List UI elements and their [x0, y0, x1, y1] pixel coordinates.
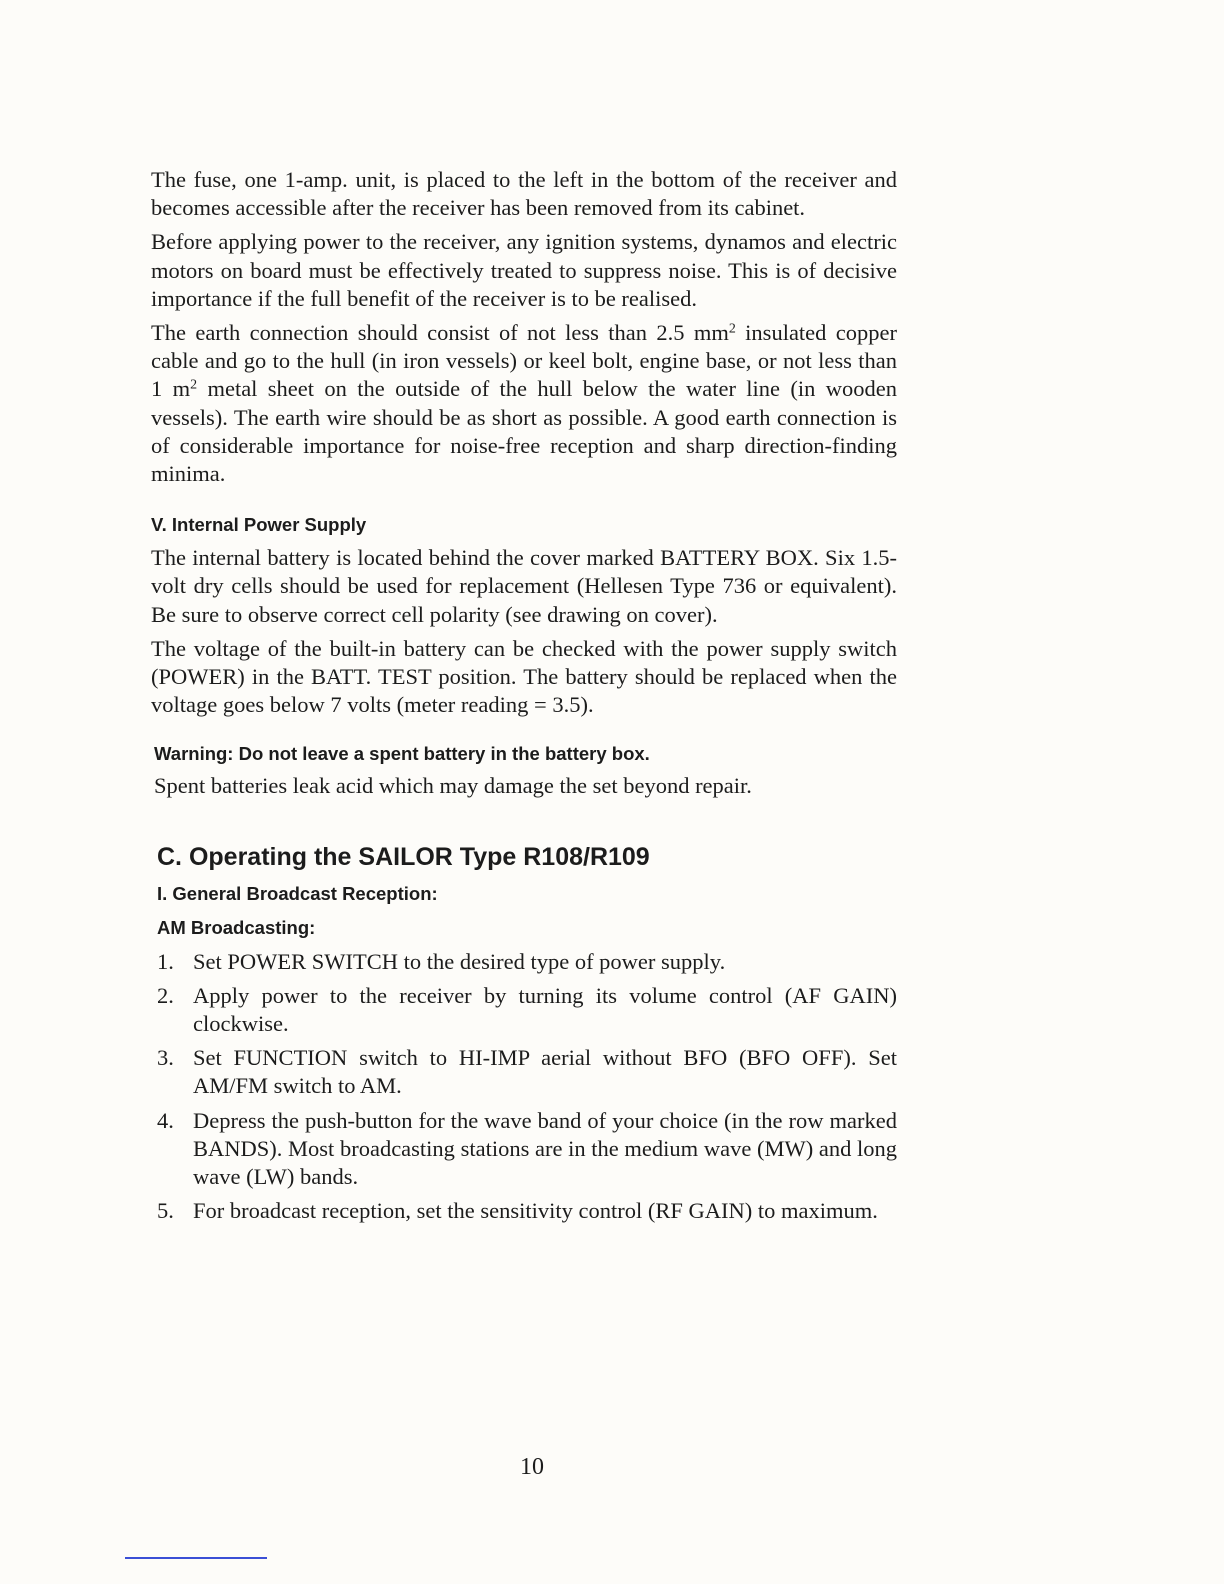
list-item: [157, 1197, 897, 1225]
earth-text-1: The earth connection should consist of not less than 2.5 mm: [151, 320, 729, 346]
step-text: Depress the push-button for the wave band of your choice (in the row marked BANDS). Most broadcasting stations are in the medium wave (MW) and long wave (LW) bands.: [193, 1107, 897, 1190]
earth-sup-1: 2: [728, 321, 736, 337]
list-item: [157, 982, 897, 1038]
internal-power-heading: V. Internal Power Supply: [151, 514, 367, 536]
earth-text-3: metal sheet on the outside of the hull below the water line (in wooden vessels). The earth wire should be as short as possible. A good earth connection is of considerable importance for noise-free reception and sharp direction-finding minima.: [151, 376, 897, 487]
document-page: [151, 166, 897, 1225]
step-number: 5.: [157, 1198, 174, 1224]
general-broadcast-heading: I. General Broadcast Reception:: [157, 882, 438, 904]
fuse-paragraph: The fuse, one 1-amp. unit, is placed to the left in the bottom of the receiver and becomes accessible after the receiver has been removed from its cabinet.: [151, 167, 897, 221]
step-text: Apply power to the receiver by turning its volume control (AF GAIN) clockwise.: [193, 982, 897, 1037]
warning-heading: Warning: Do not leave a spent battery in the battery box.: [154, 743, 650, 765]
battery-location-paragraph: The internal battery is located behind the cover marked BATTERY BOX. Six 1.5-volt dry cells should be used for replacement (Hellesen Type 736 or equivalent). Be sure to observe correct cell polarity (see drawing on cover).: [151, 545, 897, 627]
list-item: [157, 1044, 897, 1100]
step-number: 4.: [157, 1107, 174, 1133]
footnote-rule: [125, 1557, 267, 1559]
operating-heading: C. Operating the SAILOR Type R108/R109: [157, 842, 650, 871]
step-number: 2.: [157, 982, 174, 1008]
am-broadcasting-heading: AM Broadcasting:: [157, 916, 316, 938]
step-text: For broadcast reception, set the sensitivity control (RF GAIN) to maximum.: [193, 1198, 878, 1224]
warning-text: Spent batteries leak acid which may damage the set beyond repair.: [154, 773, 752, 799]
earth-sup-2: 2: [190, 377, 198, 393]
step-text: Set POWER SWITCH to the desired type of power supply.: [193, 948, 726, 974]
battery-test-paragraph: The voltage of the built-in battery can be checked with the power supply switch (POWER) in the BATT. TEST position. The battery should be replaced when the voltage goes below 7 volts (meter reading = 3.5).: [151, 635, 897, 718]
page-number: 10: [520, 1454, 544, 1480]
list-item: [157, 948, 897, 976]
noise-paragraph: Before applying power to the receiver, any ignition systems, dynamos and electric motors on board must be effectively treated to suppress noise. This is of decisive importance if the full benefit of the receiver is to be realised.: [151, 229, 897, 311]
step-text: Set FUNCTION switch to HI-IMP aerial without BFO (BFO OFF). Set AM/FM switch to AM.: [193, 1045, 897, 1099]
step-number: 3.: [157, 1045, 174, 1071]
list-item: [157, 1107, 897, 1192]
step-number: 1.: [157, 948, 174, 974]
earth-paragraph: [151, 319, 897, 488]
am-steps-list: [157, 948, 897, 1226]
earth-text-2: insulated copper cable and go to the hull (in iron vessels) or keel bolt, engine base, or not less than 1 m: [151, 320, 897, 402]
